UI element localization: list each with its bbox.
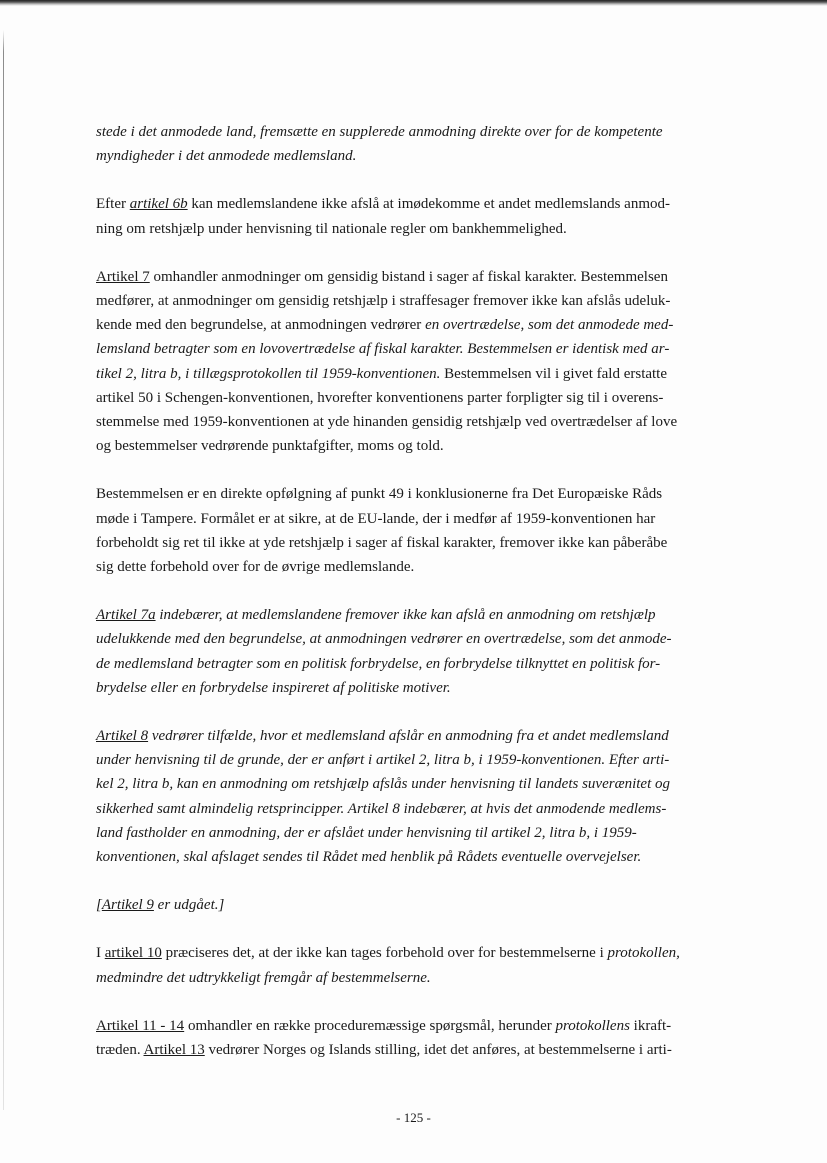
text-line: konventionen, skal afslaget sendes til Rådet med henblik på Rådets eventuelle overvejelser. xyxy=(96,849,642,866)
paragraph-2 xyxy=(96,192,752,240)
paragraph-8 xyxy=(96,941,752,989)
article-reference: artikel 6b xyxy=(129,196,188,213)
page-number: - 125 - xyxy=(396,1110,431,1125)
article-reference: Artikel 9 xyxy=(101,897,154,914)
paragraph-3 xyxy=(96,265,752,459)
text-line: artikel 50 i Schengen-konventionen, hvorefter konventionens parter forpligter sig til i overens- xyxy=(96,389,664,406)
text-line: Bestemmelsen er en direkte opfølgning af punkt 49 i konklusionerne fra Det Europæiske Råds xyxy=(96,486,663,503)
document-body xyxy=(96,120,752,1062)
italic-span: protokollens xyxy=(555,1017,630,1034)
text-span: omhandler en række proceduremæssige spørgsmål, herunder xyxy=(184,1017,556,1034)
italic-span: en overtrædelse, som det anmodede med- xyxy=(425,317,674,334)
text-line: sig dette forbehold over for de øvrige medlemslande. xyxy=(96,559,415,576)
article-reference: Artikel 11 - 14 xyxy=(96,1017,185,1034)
italic-span: tikel 2, litra b, i tillægsprotokollen til 1959-konventionen. xyxy=(96,365,441,382)
text-span: er udgået.] xyxy=(153,897,225,914)
article-reference: artikel 10 xyxy=(104,945,162,962)
text-line: kel 2, litra b, kan en anmodning om retshjælp afslås under henvisning til landets suverænitet og xyxy=(96,776,670,793)
italic-line: medmindre det udtrykkeligt fremgår af bestemmelserne. xyxy=(96,969,431,986)
text-span: vedrører Norges og Islands stilling, idet det anføres, at bestemmelserne i arti- xyxy=(204,1042,672,1059)
text-span: træden. xyxy=(96,1042,144,1059)
text-line: brydelse eller en forbrydelse inspireret af politiske motiver. xyxy=(96,679,451,696)
text-span: Efter xyxy=(96,196,130,213)
text-line: og bestemmelser vedrørende punktafgifter, moms og told. xyxy=(96,438,444,455)
bracket-open: [ xyxy=(96,897,102,914)
text-line: udelukkende med den begrundelse, at anmodningen vedrører en overtrædelse, som det anmode- xyxy=(96,631,672,648)
text-line: under henvisning til de grunde, der er anført i artikel 2, litra b, i 1959-konventionen. Efter arti- xyxy=(96,752,670,769)
text-line: de medlemsland betragter som en politisk forbrydelse, en forbrydelse tilknyttet en politisk for- xyxy=(96,655,661,672)
text-line: møde i Tampere. Formålet er at sikre, at de EU-lande, der i medfør af 1959-konventionen har xyxy=(96,510,656,527)
paragraph-7 xyxy=(96,893,752,917)
article-reference: Artikel 13 xyxy=(143,1042,205,1059)
paragraph-4 xyxy=(96,482,752,579)
text-span: omhandler anmodninger om gensidig bistand i sager af fiskal karakter. Bestemmelsen xyxy=(149,268,668,285)
text-span: indebærer, at medlemslandene fremover ikke kan afslå en anmodning om retshjælp xyxy=(155,607,656,624)
paragraph-6 xyxy=(96,724,752,869)
text-span: vedrører tilfælde, hvor et medlemsland afslår en anmodning fra et andet medlemsland xyxy=(148,728,669,745)
italic-span: protokollen, xyxy=(607,945,680,962)
paragraph-5 xyxy=(96,603,752,700)
text-line: ning om retshjælp under henvisning til nationale regler om bankhemmelighed. xyxy=(96,220,567,237)
article-reference: Artikel 8 xyxy=(96,728,149,745)
scan-edge-top xyxy=(0,0,827,6)
paragraph-1 xyxy=(96,120,752,168)
text-line: land fastholder en anmodning, der er afslået under henvisning til artikel 2, litra b, i 1959- xyxy=(96,824,637,841)
article-reference: Artikel 7 xyxy=(96,268,150,285)
text-span: ikraft- xyxy=(629,1017,672,1034)
text-span: kan medlemslandene ikke afslå at imødekomme et andet medlemslands anmod- xyxy=(187,196,670,213)
scan-edge-left xyxy=(3,30,4,1110)
text-span: Bestemmelsen vil i givet fald erstatte xyxy=(440,365,668,382)
text-line: medfører, at anmodninger om gensidig retshjælp i straffesager fremover ikke kan afslås udeluk- xyxy=(96,293,671,310)
text-span: I xyxy=(96,945,105,962)
text-span: præciseres det, at der ikke kan tages forbehold over for bestemmelserne i xyxy=(161,945,608,962)
text-line: forbeholdt sig ret til ikke at yde retshjælp i sager af fiskal karakter, fremover ikke kan påberåbe xyxy=(96,534,668,551)
text-span: kende med den begrundelse, at anmodningen vedrører xyxy=(96,317,426,334)
text-line: myndigheder i det anmodede medlemsland. xyxy=(96,148,357,165)
italic-line: lemsland betragter som en lovovertrædelse af fiskal karakter. Bestemmelsen er identisk med ar- xyxy=(96,341,670,358)
text-line: stede i det anmodede land, fremsætte en supplerede anmodning direkte over for de kompetente xyxy=(96,124,663,140)
article-reference: Artikel 7a xyxy=(96,607,156,624)
text-line: stemmelse med 1959-konventionen at yde hinanden gensidig retshjælp ved overtrædelser af love xyxy=(96,414,678,431)
paragraph-9 xyxy=(96,1014,752,1062)
text-line: sikkerhed samt almindelig retsprincipper. Artikel 8 indebærer, at hvis det anmodende medlems- xyxy=(96,800,667,817)
